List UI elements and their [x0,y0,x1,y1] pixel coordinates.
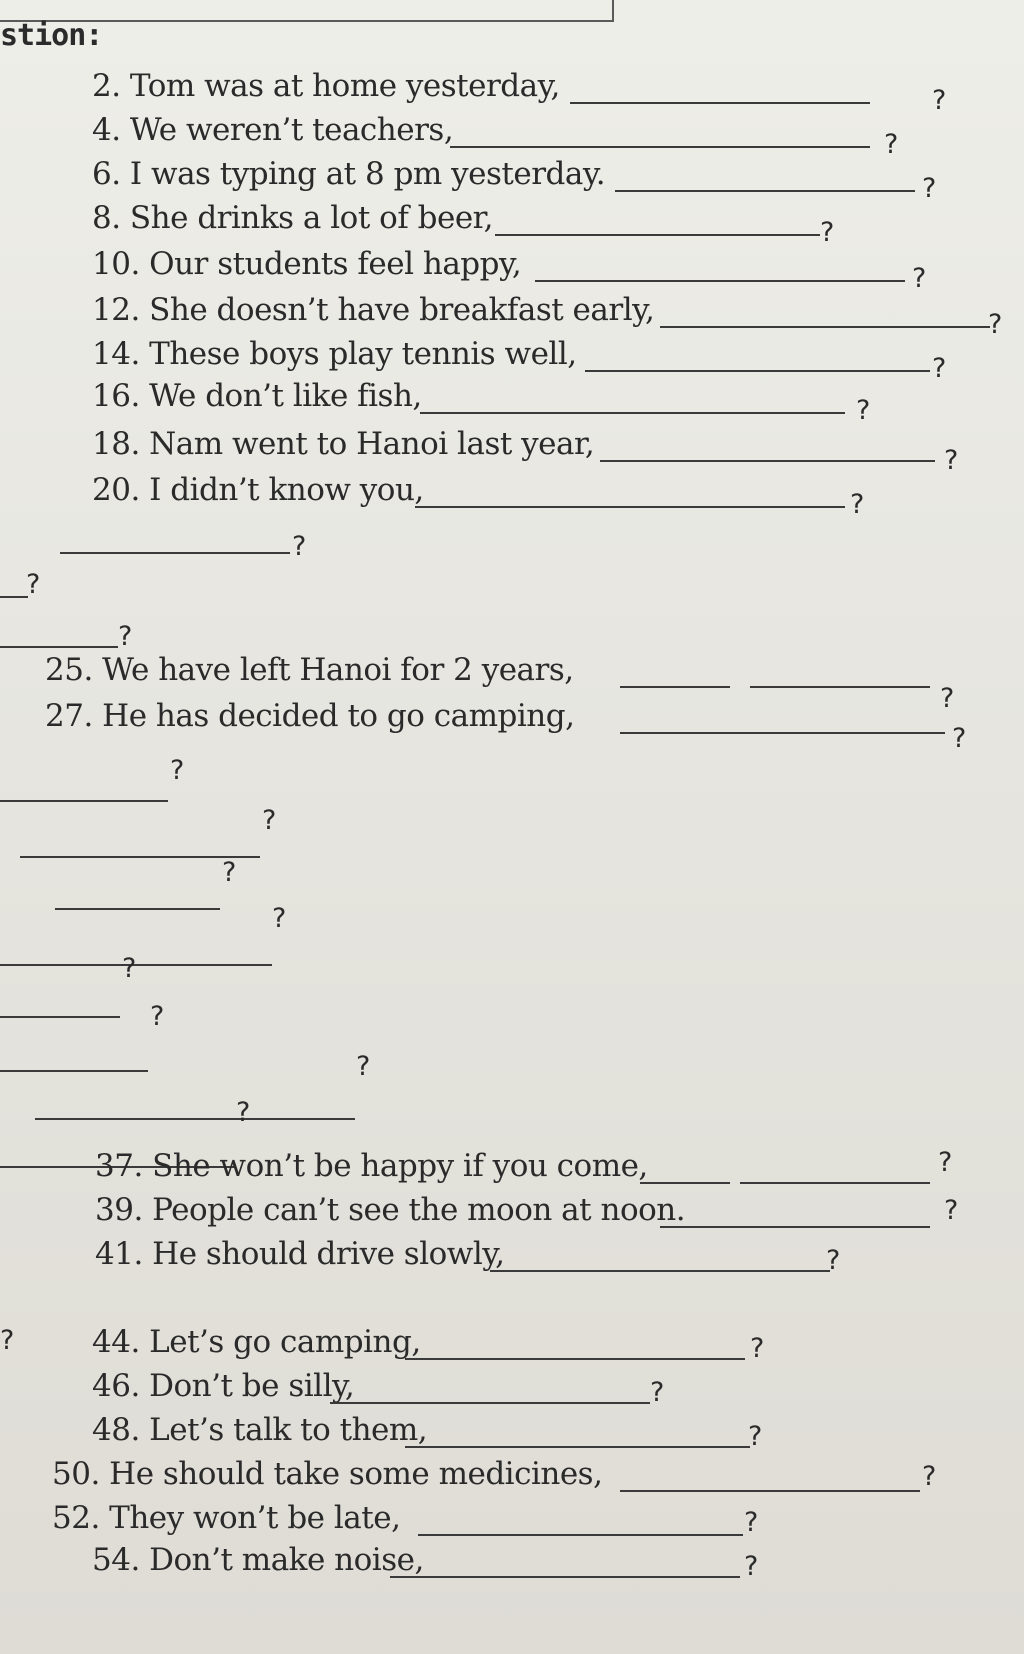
question-mark: ? [150,1001,165,1032]
question-mark: ? [988,309,1003,340]
question-mark: ? [826,1245,841,1276]
question-mark: ? [356,1051,371,1082]
question-mark: ? [170,755,185,786]
question-mark: ? [940,683,955,714]
question-mark: ? [262,805,277,836]
stray-question-mark: ? [0,1325,15,1356]
answer-blank[interactable] [390,1576,740,1578]
answer-blank[interactable] [660,1226,930,1228]
answer-blank[interactable] [585,370,930,372]
question-text: 10. Our students feel happy, [92,246,522,282]
question-mark: ? [750,1333,765,1364]
answer-blank[interactable] [0,646,118,648]
question-mark: ? [922,173,937,204]
question-text: 37. She won’t be happy if you come, [95,1148,648,1184]
question-mark: ? [236,1097,251,1128]
question-text: 2. Tom was at home yesterday, [92,68,560,104]
question-mark: ? [650,1377,665,1408]
answer-blank[interactable] [60,552,290,554]
question-text: 46. Don’t be silly, [92,1368,355,1404]
question-mark: ? [748,1421,763,1452]
answer-blank[interactable] [35,1118,355,1120]
question-text: 25. We have left Hanoi for 2 years, [45,652,574,688]
answer-blank[interactable] [330,1402,650,1404]
answer-blank[interactable] [0,1070,148,1072]
question-text: 48. Let’s talk to them, [92,1412,428,1448]
answer-blank[interactable] [405,1358,745,1360]
question-mark: ? [912,263,927,294]
answer-blank[interactable] [450,146,870,148]
answer-blank[interactable] [535,280,905,282]
section-heading-fragment: stion: [0,18,103,53]
question-mark: ? [26,569,41,600]
question-mark: ? [922,1461,937,1492]
question-mark: ? [118,621,133,652]
answer-blank[interactable] [570,102,870,104]
question-mark: ? [744,1551,759,1582]
answer-blank[interactable] [600,460,935,462]
question-mark: ? [884,129,899,160]
question-mark: ? [850,489,865,520]
question-mark: ? [932,85,947,116]
answer-blank[interactable] [418,1534,743,1536]
answer-blank[interactable] [740,1182,820,1184]
answer-blank[interactable] [0,596,28,598]
answer-blank[interactable] [620,1490,920,1492]
answer-blank[interactable] [0,800,168,802]
question-mark: ? [222,857,237,888]
question-text: 18. Nam went to Hanoi last year, [92,426,595,462]
answer-blank[interactable] [615,190,915,192]
question-mark: ? [272,903,287,934]
question-mark: ? [932,353,947,384]
question-mark: ? [122,953,137,984]
question-text: 6. I was typing at 8 pm yesterday. [92,156,606,192]
answer-blank[interactable] [405,1446,750,1448]
question-mark: ? [856,395,871,426]
question-text: 52. They won’t be late, [52,1500,401,1536]
question-text: 4. We weren’t teachers, [92,112,454,148]
question-mark: ? [944,445,959,476]
question-text: 41. He should drive slowly, [95,1236,505,1272]
question-mark: ? [744,1507,759,1538]
question-mark: ? [952,723,967,754]
answer-blank[interactable] [490,1270,830,1272]
answer-blank[interactable] [620,732,945,734]
question-text: 27. He has decided to go camping, [45,698,575,734]
question-text: 8. She drinks a lot of beer, [92,200,493,236]
answer-blank[interactable] [415,506,845,508]
answer-blank[interactable] [420,412,845,414]
question-text: 16. We don’t like fish, [92,378,422,414]
question-mark: ? [944,1195,959,1226]
question-mark: ? [938,1147,953,1178]
question-text: 14. These boys play tennis well, [92,336,577,372]
answer-blank[interactable] [55,908,220,910]
answer-blank[interactable] [495,234,820,236]
answer-blank[interactable] [750,686,930,688]
question-text: 44. Let’s go camping, [92,1324,421,1360]
answer-blank[interactable] [660,326,990,328]
answer-blank[interactable] [820,1182,930,1184]
answer-blank[interactable] [0,1016,120,1018]
question-mark: ? [292,531,307,562]
question-text: 12. She doesn’t have breakfast early, [92,292,655,328]
question-text: 20. I didn’t know you, [92,472,424,508]
answer-blank[interactable] [640,1182,730,1184]
question-text: 39. People can’t see the moon at noon. [95,1192,686,1228]
question-text: 50. He should take some medicines, [52,1456,603,1492]
question-text: 54. Don’t make noise, [92,1542,424,1578]
question-mark: ? [820,217,835,248]
answer-blank[interactable] [620,686,730,688]
